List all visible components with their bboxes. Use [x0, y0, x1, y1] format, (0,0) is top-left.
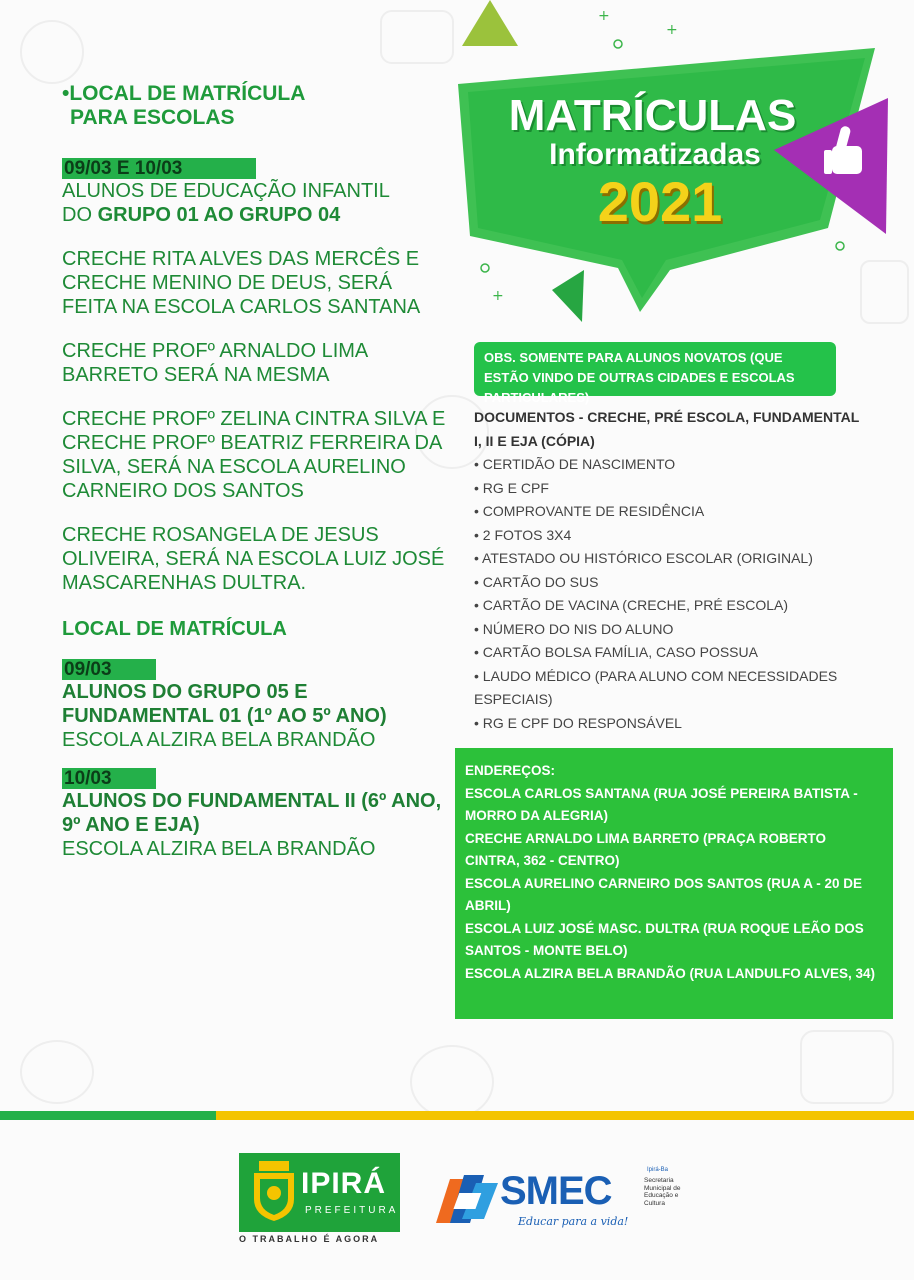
address-item: ESCOLA ALZIRA BELA BRANDÃO (RUA LANDULFO ALVES, 34) — [465, 965, 875, 981]
doc-item: • 2 FOTOS 3X4 — [474, 526, 572, 543]
paragraph-4: CRECHE ROSANGELA DE JESUS OLIVEIRA, SERÁ NA ESCOLA LUIZ JOSÉ MASCARENHAS DULTRA. — [62, 524, 445, 594]
background-doodle — [410, 1045, 494, 1119]
group5-text: ALUNOS DO GRUPO 05 E FUNDAMENTAL 01 (1º AO 5º ANO) — [62, 681, 387, 727]
svg-text:+: + — [598, 8, 610, 24]
doc-item: • CERTIDÃO DE NASCIMENTO — [474, 456, 676, 472]
matriculas-badge — [440, 0, 914, 340]
address-item: ESCOLA LUIZ JOSÉ MASC. DULTRA (RUA ROQUE LEÃO DOS SANTOS - MONTE BELO) — [465, 920, 864, 958]
doc-item: • CARTÃO BOLSA FAMÍLIA, CASO POSSUA — [474, 644, 758, 660]
doc-item: • RG E CPF DO RESPONSÁVEL — [474, 714, 682, 731]
doc-item: • LAUDO MÉDICO (PARA ALUNO COM NECESSIDADES ESPECIAIS) — [474, 667, 838, 707]
background-doodle — [800, 1030, 894, 1104]
paragraph-3: CRECHE PROFº ZELINA CINTRA SILVA E CRECHE PROFº BEATRIZ FERREIRA DA SILVA, SERÁ NA ESCOLA AURELINO CARNEIRO DOS SANTOS — [62, 408, 446, 502]
paragraph-1: CRECHE RITA ALVES DAS MERCÊS E CRECHE MENINO DE DEUS, SERÁ FEITA NA ESCOLA CARLOS SANTANA — [62, 248, 421, 318]
background-doodle — [20, 20, 84, 84]
ipira-crest-icon — [249, 1161, 299, 1223]
infantil-line-2 — [62, 203, 447, 227]
doc-item: • COMPROVANTE DE RESIDÊNCIA — [474, 503, 705, 519]
address-item: ESCOLA AURELINO CARNEIRO DOS SANTOS (RUA A - 20 DE ABRIL) — [465, 875, 863, 913]
smec-computer-icon — [432, 1169, 502, 1231]
doc-item: • NÚMERO DO NIS DO ALUNO — [474, 620, 674, 637]
heading-line-2: PARA ESCOLAS — [70, 106, 235, 129]
infantil-groups: GRUPO 01 AO GRUPO 04 — [97, 204, 341, 226]
stripe-green — [0, 1111, 216, 1120]
triangle-small-green — [552, 270, 584, 322]
doc-item: • CARTÃO DO SUS — [474, 573, 599, 590]
ipira-logo — [239, 1153, 400, 1232]
smec-logo — [432, 1165, 702, 1237]
left-column — [62, 82, 447, 861]
stripe-yellow — [216, 1111, 914, 1120]
group5-school: ESCOLA ALZIRA BELA BRANDÃO — [62, 729, 376, 751]
ipira-name: IPIRÁ — [301, 1167, 387, 1200]
local-matricula-heading: LOCAL DE MATRÍCULA — [62, 618, 287, 640]
smec-tagline: Educar para a vida! — [518, 1215, 629, 1228]
ipira-sub: PREFEITURA — [305, 1205, 399, 1216]
slogan: O TRABALHO É AGORA — [239, 1234, 380, 1244]
address-item: CRECHE ARNALDO LIMA BARRETO (PRAÇA ROBERTO CINTRA, 362 - CENTRO) — [465, 830, 826, 868]
badge-subtitle: Informatizadas — [549, 138, 761, 171]
documents-list — [474, 406, 869, 735]
fundamental2-text: ALUNOS DO FUNDAMENTAL II (6º ANO, 9º ANO E EJA) — [62, 790, 442, 836]
triangle-top — [462, 0, 518, 46]
background-doodle — [20, 1040, 94, 1104]
heading-line-1: •LOCAL DE MATRÍCULA — [62, 82, 306, 105]
smec-name: SMEC — [500, 1169, 612, 1213]
svg-text:+: + — [492, 288, 504, 304]
addresses-heading: ENDEREÇOS: — [465, 763, 556, 778]
badge-title: MATRÍCULAS — [508, 91, 797, 140]
badge-year: 2021 — [597, 170, 723, 233]
infantil-prefix: DO — [62, 204, 98, 226]
fundamental2-school: ESCOLA ALZIRA BELA BRANDÃO — [62, 838, 376, 860]
date-tag-1: 09/03 E 10/03 — [62, 158, 256, 179]
obs-box: OBS. SOMENTE PARA ALUNOS NOVATOS (QUE ESTÃO VINDO DE OUTRAS CIDADES E ESCOLAS PARTICULARES) — [474, 342, 836, 396]
svg-text:+: + — [666, 22, 678, 38]
addresses-box — [455, 748, 893, 1019]
smec-small: Ipirá-Ba — [647, 1167, 669, 1173]
smec-desc: Secretaria Municipal de Educação e Cultura — [644, 1177, 681, 1207]
documents-heading: DOCUMENTOS - CRECHE, PRÉ ESCOLA, FUNDAMENTAL I, II E EJA (CÓPIA) — [474, 409, 860, 449]
infantil-line-1: ALUNOS DE EDUCAÇÃO INFANTIL — [62, 180, 390, 202]
date-tag-2: 09/03 — [62, 659, 156, 680]
date-tag-3: 10/03 — [62, 768, 156, 789]
doc-item: • ATESTADO OU HISTÓRICO ESCOLAR (ORIGINAL) — [474, 550, 813, 566]
doc-item: • CARTÃO DE VACINA (CRECHE, PRÉ ESCOLA) — [474, 597, 789, 613]
doc-item: • RG E CPF — [474, 479, 549, 496]
paragraph-2: CRECHE PROFº ARNALDO LIMA BARRETO SERÁ NA MESMA — [62, 340, 368, 386]
address-item: ESCOLA CARLOS SANTANA (RUA JOSÉ PEREIRA BATISTA - MORRO DA ALEGRIA) — [465, 785, 858, 823]
